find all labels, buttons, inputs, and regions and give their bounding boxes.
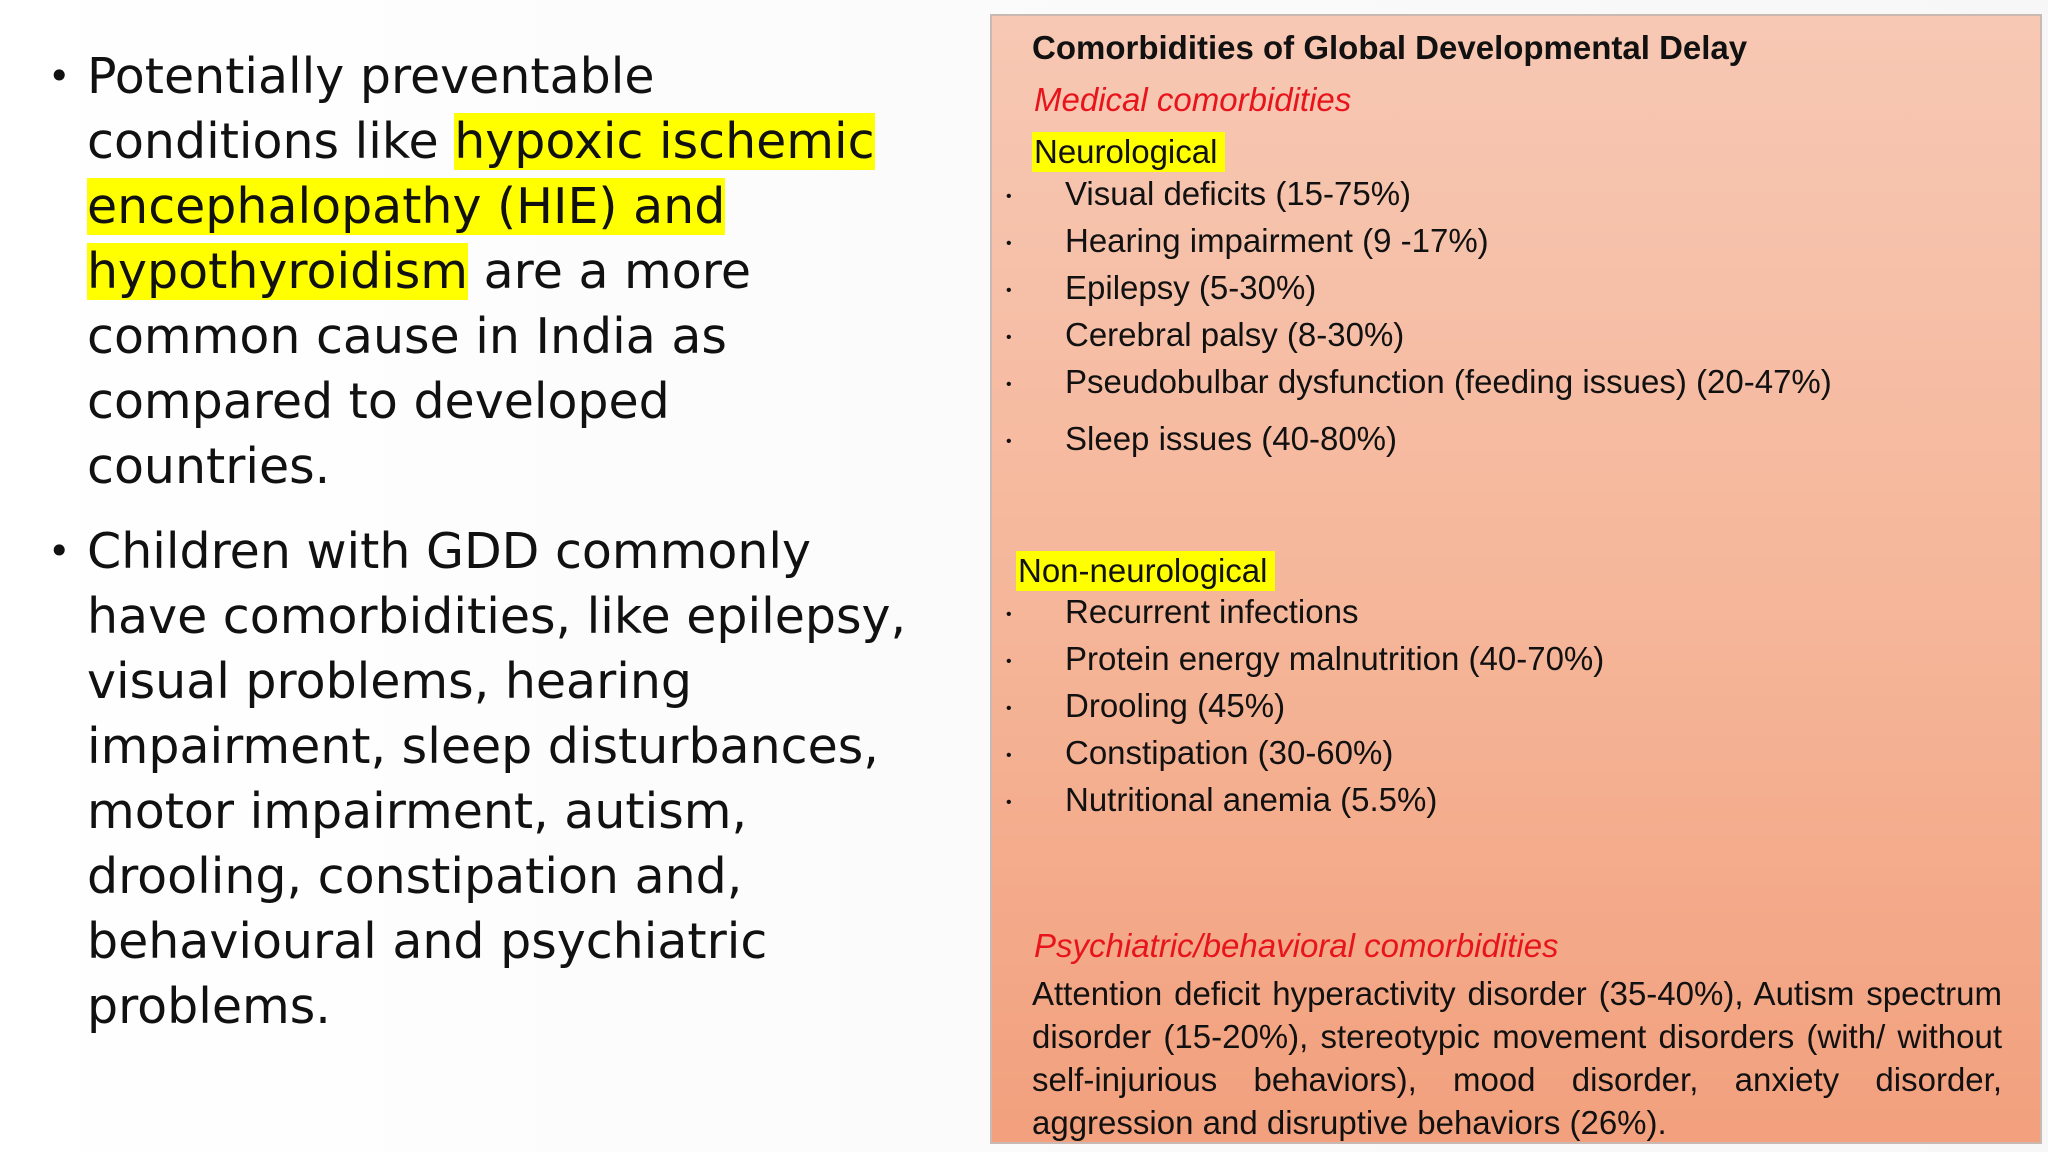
psychiatric-heading: Psychiatric/behavioral comorbidities (1034, 927, 1559, 964)
list-item (992, 264, 2040, 311)
list-item (992, 358, 2040, 405)
bullet-text: Potentially preventable conditions like (87, 48, 655, 170)
bullet-dot-icon: • (1006, 188, 1012, 205)
list-item (992, 415, 2040, 462)
non-neurological-label: Non-neurological (1016, 551, 1275, 591)
bullet-dot-icon: • (1006, 747, 1012, 764)
bullet-dot-icon: • (1006, 606, 1012, 623)
bullet-dot-icon: • (1006, 794, 1012, 811)
psychiatric-paragraph: Attention deficit hyperactivity disorder (35-40%), Autism spectrum disorder (15-20%), stereotypic movement disorders (with/ without self-injurious behaviors), mood disorder, anxiety disorder, aggression and disruptive behaviors (26%). (1032, 975, 2002, 1141)
bullet-item (48, 44, 908, 499)
list-item-text: Nutritional anemia (5.5%) (1065, 781, 1438, 818)
list-item-text: Drooling (45%) (1065, 687, 1286, 724)
list-item-text: Constipation (30-60%) (1065, 734, 1394, 771)
list-item-text: Cerebral palsy (8-30%) (1065, 316, 1405, 353)
bullet-item (48, 519, 908, 1039)
list-item-text: Epilepsy (5-30%) (1065, 269, 1317, 306)
list-item-text: Sleep issues (40-80%) (1065, 420, 1397, 457)
list-item-text: Visual deficits (15-75%) (1065, 175, 1412, 212)
non-neurological-list (992, 588, 2040, 823)
list-item-text: Protein energy malnutrition (40-70%) (1065, 640, 1605, 677)
bullet-dot-icon: • (1006, 433, 1012, 450)
bullet-dot-icon: • (1006, 329, 1012, 346)
neurological-list (992, 170, 2040, 462)
bullet-dot-icon: • (1006, 376, 1012, 393)
list-item (992, 311, 2040, 358)
bullet-text: are a more common cause in India as compared to developed countries. (87, 243, 751, 495)
list-item (992, 170, 2040, 217)
list-item (992, 588, 2040, 635)
left-bullet-list (48, 44, 908, 1059)
list-item (992, 776, 2040, 823)
list-item-text: Recurrent infections (1065, 593, 1359, 630)
bullet-dot-icon: • (1006, 235, 1012, 252)
bullet-text: Children with GDD commonly have comorbidities, like epilepsy, visual problems, hearing impairment, sleep disturbances, motor impairment, autism, drooling, constipation and, behavioural and psychiatric problems. (87, 523, 907, 1035)
bullet-dot-icon: • (48, 529, 71, 573)
bullet-dot-icon: • (1006, 700, 1012, 717)
box-title: Comorbidities of Global Developmental Delay (1032, 29, 1748, 66)
list-item (992, 217, 2040, 264)
bullet-dot-icon: • (1006, 653, 1012, 670)
list-item (992, 682, 2040, 729)
list-item (992, 635, 2040, 682)
neurological-label: Neurological (1032, 132, 1225, 172)
highlighted-text: hypoxic ischemic encephalopathy (HIE) and hypothyroidism (87, 113, 875, 300)
list-item-text: Hearing impairment (9 -17%) (1065, 222, 1489, 259)
medical-heading: Medical comorbidities (1034, 81, 1352, 118)
bullet-dot-icon: • (48, 54, 71, 98)
bullet-dot-icon: • (1006, 282, 1012, 299)
list-item (992, 729, 2040, 776)
comorbidities-box (990, 14, 2042, 1144)
list-item-text: Pseudobulbar dysfunction (feeding issues) (20-47%) (1065, 363, 1832, 400)
